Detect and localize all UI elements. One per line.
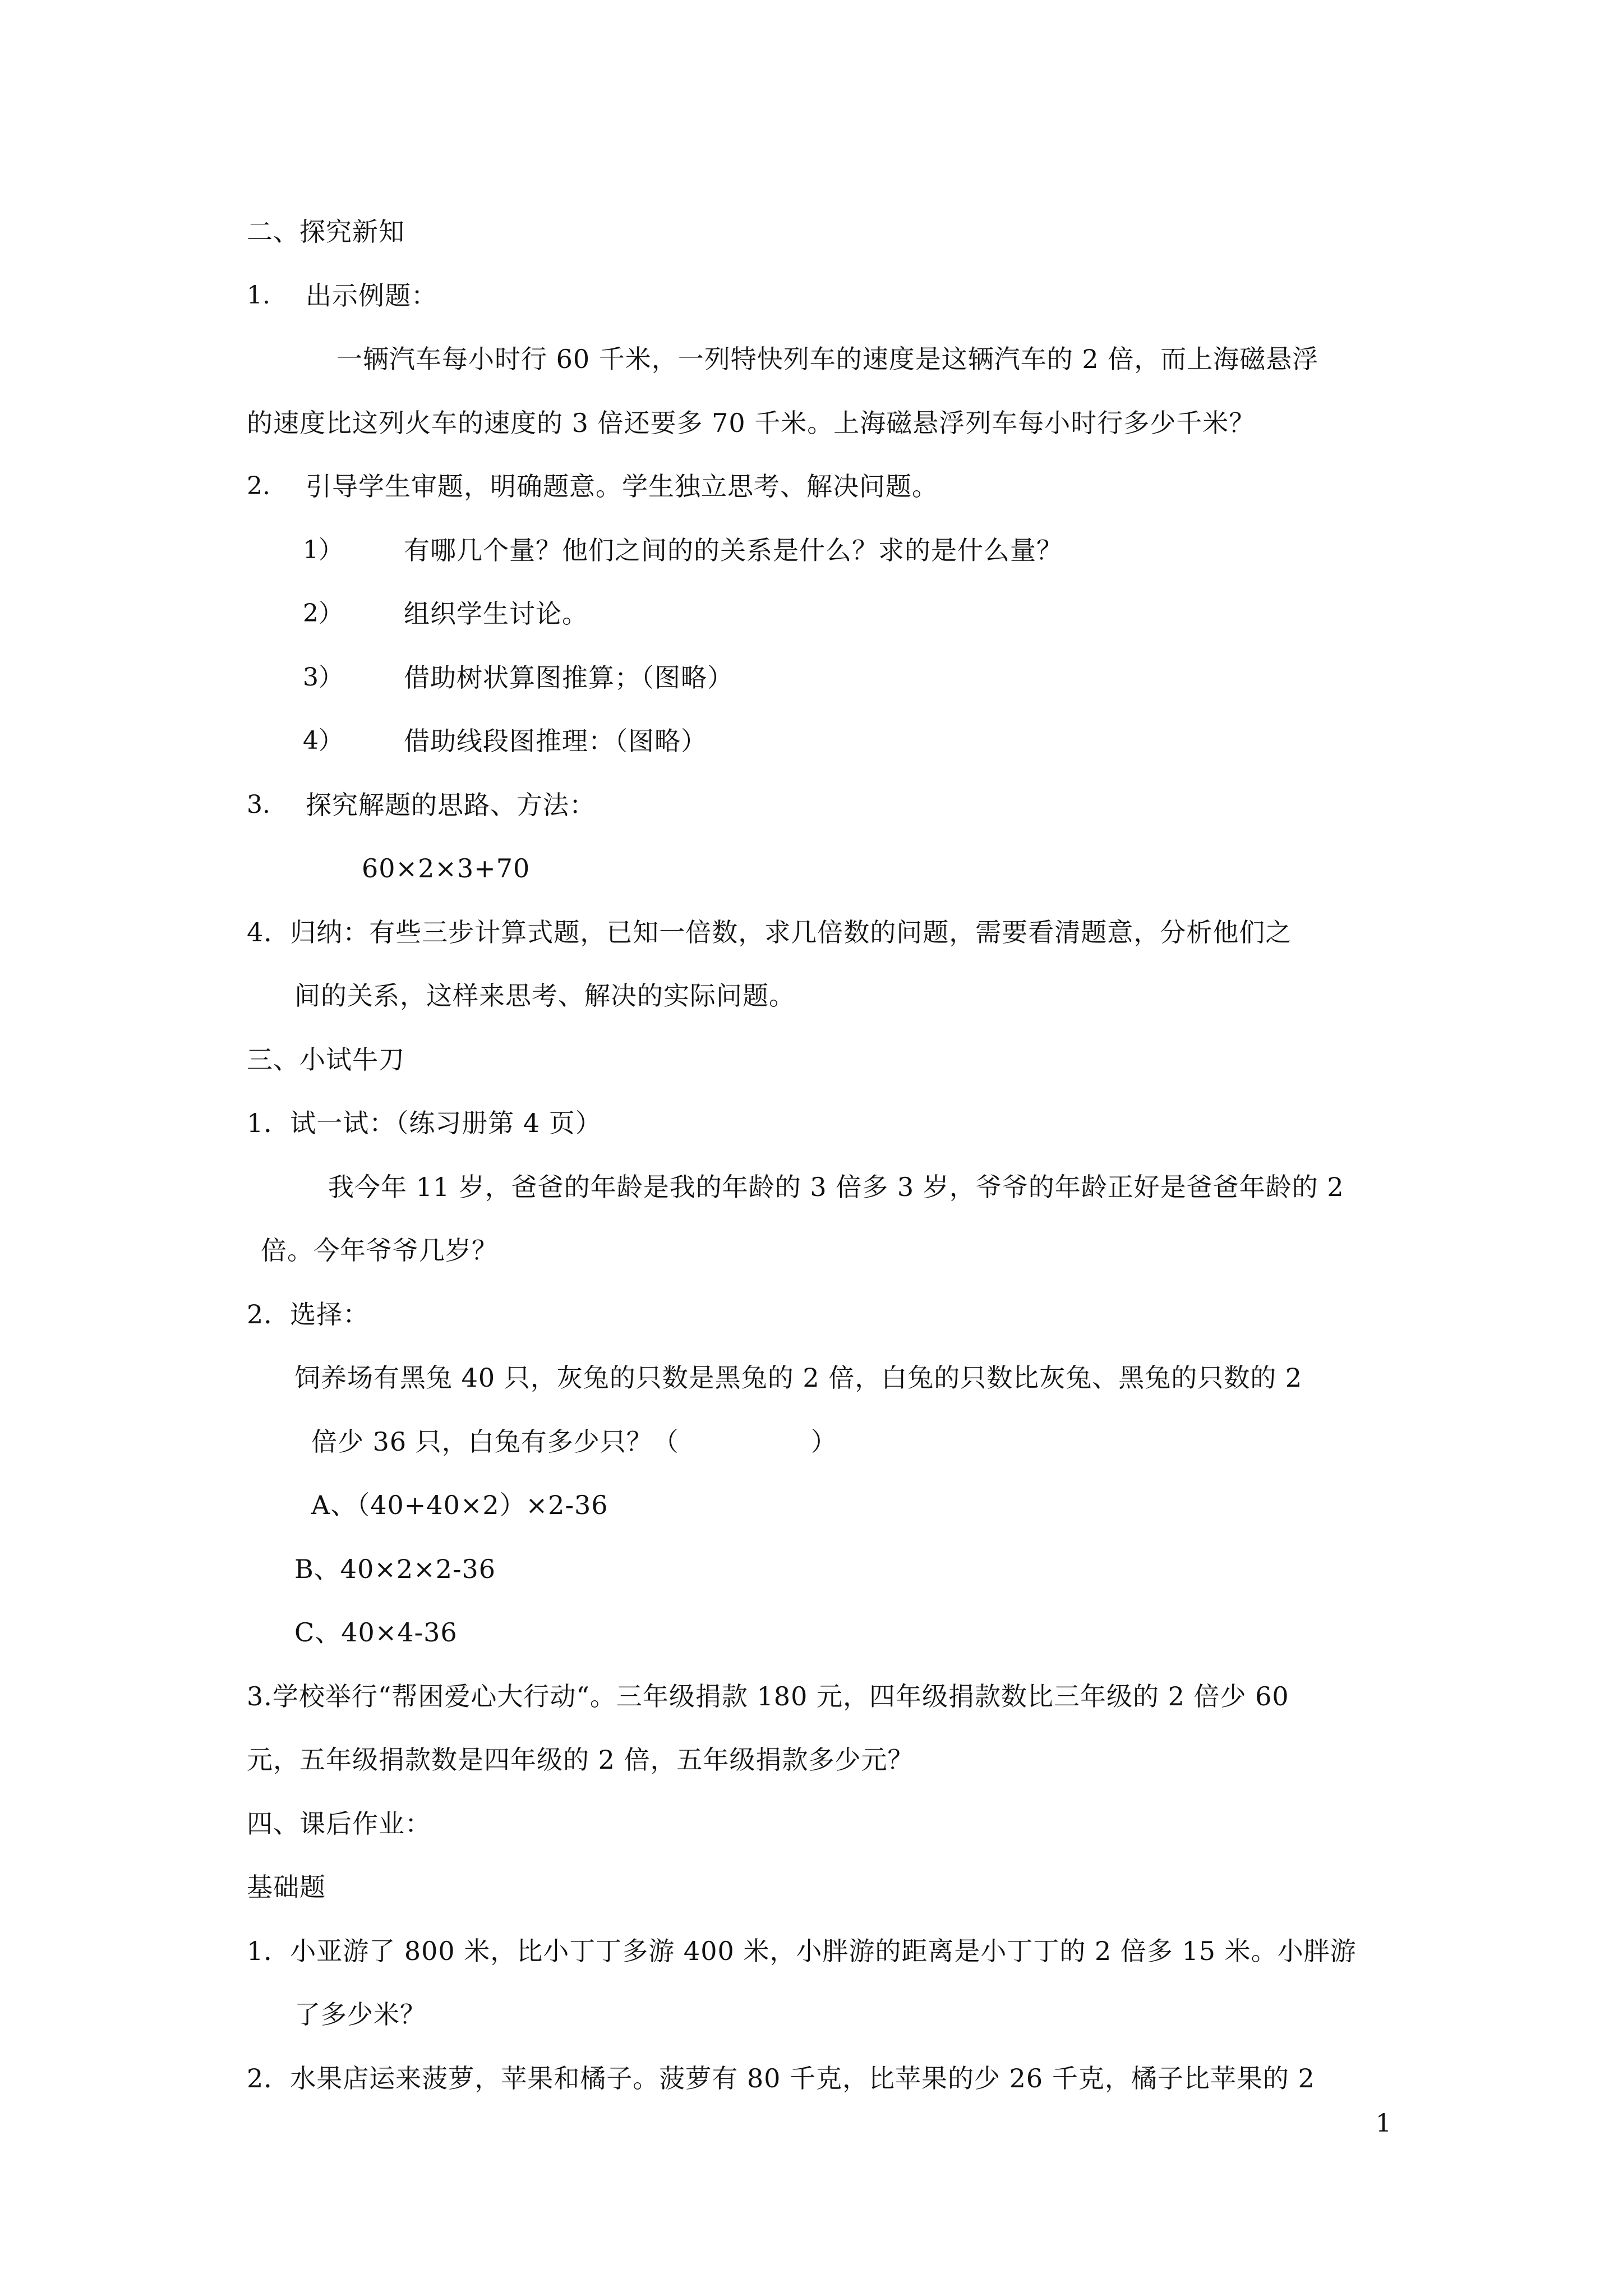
sub-item-4-text: 借助线段图推理：（图略） [404,726,707,756]
choice-question-line-1: 饲养场有黑兔 40 只，灰兔的只数是黑兔的 2 倍，白兔的只数比灰兔、黑兔的只数的 2 [294,1363,1303,1393]
choice-question-line-2: 倍少 36 只，白兔有多少只？（ ） [311,1427,837,1457]
sub-item-2-number: 2） [303,599,343,628]
try-it-line-2: 倍。今年爷爷几岁？ [261,1235,498,1266]
sub-item-3-number: 3） [303,663,343,692]
homework-question-1-line-2: 了多少米？ [294,1999,426,2030]
summary-line-2: 间的关系，这样来思考、解决的实际问题。 [294,981,795,1011]
section-2-heading: 二、探究新知 [247,217,405,247]
example-problem-line-2: 的速度比这列火车的速度的 3 倍还要多 70 千米。上海磁悬浮列车每小时行多少千米？ [247,408,1256,438]
sub-item-1-number: 1） [303,536,343,564]
explore-item-3-number: 3. [247,790,270,819]
sub-item-3-text: 借助树状算图推算；（图略） [404,662,734,693]
sub-item-2-text: 组织学生讨论。 [404,599,588,629]
choice-option-c: C、40×4-36 [294,1617,458,1648]
try-it-heading: 1．试一试：（练习册第 4 页） [247,1108,602,1138]
summary-line-1: 4．归纳：有些三步计算式题，已知一倍数，求几倍数的问题，需要看清题意，分析他们之 [247,917,1292,947]
explore-item-1-text: 出示例题： [306,280,437,311]
homework-question-2-line-1: 2．水果店运来菠萝，苹果和橘子。菠萝有 80 千克，比苹果的少 26 千克，橘子比苹果的 2 [247,2063,1315,2093]
choice-option-a: A、（40+40×2）×2-36 [311,1490,608,1520]
page-number: 1 [1376,2109,1391,2138]
donation-question-line-2: 元，五年级捐款数是四年级的 2 倍，五年级捐款多少元？ [247,1745,914,1775]
choice-heading: 2．选择： [247,1299,370,1329]
choice-option-b: B、40×2×2-36 [294,1554,496,1584]
sub-item-4-number: 4） [303,726,343,755]
section-3-heading: 三、小试牛刀 [247,1045,405,1075]
basic-problems-heading: 基础题 [247,1872,326,1902]
section-4-heading: 四、课后作业： [247,1809,431,1839]
solution-formula: 60×2×3+70 [362,853,531,884]
explore-item-1-number: 1. [247,281,270,310]
sub-item-1-text: 有哪几个量？他们之间的的关系是什么？求的是什么量？ [404,535,1063,565]
homework-question-1-line-1: 1．小亚游了 800 米，比小丁丁多游 400 米，小胖游的距离是小丁丁的 2 倍多 15 米。小胖游 [247,1936,1357,1966]
donation-question-line-1: 3.学校举行“帮困爱心大行动“。三年级捐款 180 元，四年级捐款数比三年级的 2 倍少 60 [247,1681,1289,1711]
example-problem-line-1: 一辆汽车每小时行 60 千米，一列特快列车的速度是这辆汽车的 2 倍，而上海磁悬浮 [336,344,1319,374]
try-it-line-1: 我今年 11 岁，爸爸的年龄是我的年龄的 3 倍多 3 岁，爷爷的年龄正好是爸爸年龄的 2 [328,1172,1344,1202]
explore-item-2-text: 引导学生审题，明确题意。学生独立思考、解决问题。 [306,471,938,501]
explore-item-2-number: 2. [247,472,270,500]
explore-item-3-text: 探究解题的思路、方法： [306,790,596,820]
